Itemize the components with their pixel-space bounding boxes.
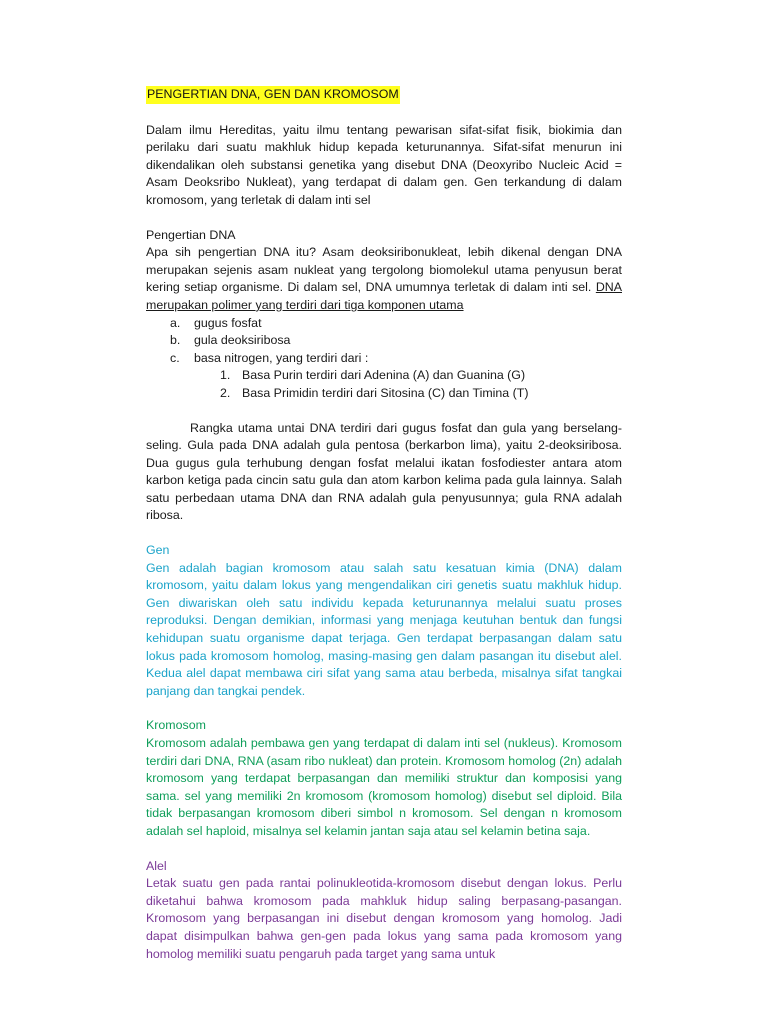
base-sublist	[194, 367, 622, 402]
sublist-item	[220, 367, 622, 385]
section-alel	[146, 858, 622, 964]
kromosom-heading: Kromosom	[146, 718, 206, 733]
list-text: Basa Purin terdiri dari Adenina (A) dan Guanina (G)	[242, 368, 526, 383]
alel-paragraph: Letak suatu gen pada rantai polinukleotida-kromosom disebut dengan lokus. Perlu diketahui bahwa kromosom pada mahkluk hidup saling berpasang-pasangan. Kromosom yang berpasangan ini disebut dengan kromosom yang homolog. Jadi dapat disimpulkan bahwa gen-gen pada lokus yang sama pada kromosom yang homolog memiliki suatu pengaruh pada target yang sama untuk	[146, 876, 622, 961]
list-marker: a.	[170, 315, 181, 330]
dna-body: Apa sih pengertian DNA itu? Asam deoksiribonukleat, lebih dikenal dengan DNA merupakan sejenis asam nukleat yang tergolong biomolekul utama penyusun berat kering setiap organisme. Di dalam sel, DNA umumnya terletak di dalam inti sel.	[146, 245, 622, 295]
gen-heading: Gen	[146, 543, 170, 558]
list-item	[170, 350, 622, 403]
document-title: PENGERTIAN DNA, GEN DAN KROMOSOM	[146, 86, 400, 104]
kromosom-paragraph: Kromosom adalah pembawa gen yang terdapat di dalam inti sel (nukleus). Kromosom terdiri dari DNA, RNA (asam ribo nukleat) dan protein. Kromosom homolog (2n) adalah kromosom yang terdapat berpasangan dan memiliki struktur dan komposisi yang sama. sel yang memiliki 2n kromosom (kromosom homolog) disebut sel diploid. Bila tidak berpasangan kromosom diberi simbol n kromosom. Sel dengan n kromosom adalah sel haploid, misalnya sel kelamin jantan saja atau sel kelamin betina saja.	[146, 736, 622, 838]
list-text: Basa Primidin terdiri dari Sitosina (C) dan Timina (T)	[242, 385, 529, 400]
sublist-item	[220, 385, 622, 403]
intro-paragraph: Dalam ilmu Hereditas, yaitu ilmu tentang pewarisan sifat-sifat fisik, biokimia dan perilaku dari suatu makhluk hidup kepada keturunannya. Sifat-sifat menurun ini dikendalikan oleh substansi genetika yang disebut DNA (Deoxyribo Nucleic Acid = Asam Deoksribo Nukleat), yang terdapat di dalam gen. Gen terkandung di dalam kromosom, yang terletak di dalam inti sel	[146, 122, 622, 207]
alel-heading: Alel	[146, 858, 167, 873]
list-item	[170, 332, 622, 350]
dna-backbone-paragraph: Rangka utama untai DNA terdiri dari gugus fosfat dan gula yang berselang-seling. Gula pada DNA adalah gula pentosa (berkarbon lima), yaitu 2-deoksiribosa. Dua gugus gula terhubung dengan fosfat melalui ikatan fosfodiester antara atom karbon ketiga pada cincin satu gula dan atom karbon kelima pada gula lainnya. Salah satu perbedaan utama DNA dan RNA adalah gula penyusunnya; gula RNA adalah ribosa.	[146, 420, 622, 523]
list-text: gula deoksiribosa	[194, 333, 291, 348]
dna-body-underlined: DNA merupakan polimer yang terdiri dari tiga komponen utama	[146, 280, 622, 312]
section-kromosom	[146, 717, 622, 840]
dna-heading: Pengertian DNA	[146, 227, 236, 242]
section-dna	[146, 227, 622, 526]
dna-paragraph	[146, 244, 622, 314]
list-text: gugus fosfat	[194, 315, 262, 330]
list-marker: b.	[170, 333, 181, 348]
section-gen	[146, 542, 622, 700]
list-marker: 1.	[220, 368, 231, 383]
list-marker: c.	[170, 350, 180, 365]
list-item	[170, 315, 622, 333]
list-marker: 2.	[220, 385, 231, 400]
dna-components-list	[146, 315, 622, 403]
gen-paragraph: Gen adalah bagian kromosom atau salah satu kesatuan kimia (DNA) dalam kromosom, yaitu dalam lokus yang mengendalikan ciri genetis suatu makhluk hidup. Gen diwariskan oleh satu individu kepada keturunannya melalui suatu proses reproduksi. Dengan demikian, informasi yang menjaga keutuhan bentuk dan fungsi kehidupan suatu organisme dapat terjaga. Gen terdapat berpasangan dalam satu lokus pada kromosom homolog, masing-masing gen dalam pasangan itu disebut alel. Kedua alel dapat membawa ciri sifat yang sama atau berbeda, misalnya sifat tangkai panjang dan tangkai pendek.	[146, 560, 622, 698]
list-text: basa nitrogen, yang terdiri dari :	[194, 350, 369, 365]
